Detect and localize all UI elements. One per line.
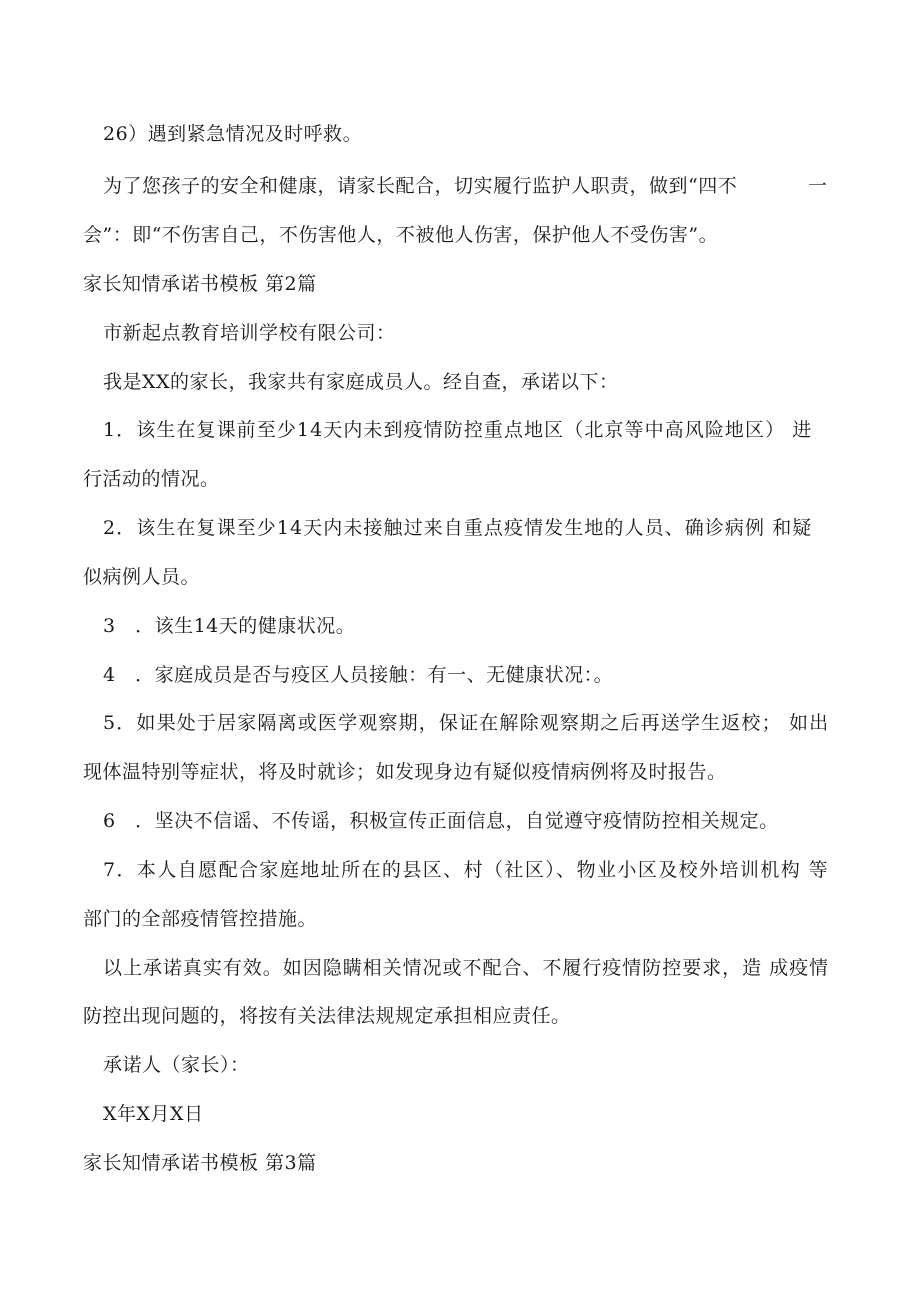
text-line: 26）遇到紧急情况及时呼救。 [103, 123, 363, 145]
text-line: 行活动的情况。 [83, 468, 220, 490]
text-line: 4 ．家庭成员是否与疫区人员接触：有一、无健康状况：。 [103, 664, 614, 686]
text-line: 以上承诺真实有效。如因隐瞒相关情况或不配合、不履行疫情防控要求，造 成疫情 [103, 957, 830, 979]
text-line: 1．该生在复课前至少14天内未到疫情防控重点地区（北京等中高风险地区） 进 [103, 419, 813, 441]
text-line: 2．该生在复课至少14天内未接触过来自重点疫情发生地的人员、确诊病例 和疑 [103, 517, 813, 539]
text-line: 6 ．坚决不信谣、不传谣，积极宣传正面信息，自觉遵守疫情防控相关规定。 [103, 810, 779, 832]
text-line: 部门的全部疫情管控措施。 [83, 908, 318, 930]
text-line: 一 [808, 175, 828, 197]
text-line: 为了您孩子的安全和健康，请家长配合，切实履行监护人职责，做到“四不 [103, 175, 738, 197]
text-line: 现体温特别等症状，将及时就诊；如发现身边有疑似疫情病例将及时报告。 [83, 761, 727, 783]
text-line: 承诺人（家长）： [103, 1054, 250, 1076]
text-line: 会”：即“不伤害自己，不伤害他人，不被他人伤害，保护他人不受伤害”。 [83, 224, 719, 246]
text-line: 7．本人自愿配合家庭地址所在的县区、村（社区）、物业小区及校外培训机构 等 [103, 859, 830, 881]
text-line: 似病例人员。 [83, 566, 201, 588]
text-line: 5．如果处于居家隔离或医学观察期，保证在解除观察期之后再送学生返校； 如出 [103, 712, 830, 734]
text-line: 我是XX的家长，我家共有家庭成员人。经自查，承诺以下： [103, 371, 619, 393]
section-heading: 家长知情承诺书模板 第3篇 [83, 1152, 317, 1174]
text-line: 3 ．该生14天的健康状况。 [103, 615, 356, 637]
text-line: 市新起点教育培训学校有限公司： [103, 322, 396, 344]
date-line: X年X月X日 [103, 1103, 204, 1125]
text-line: 防控出现问题的，将按有关法律法规规定承担相应责任。 [83, 1005, 571, 1027]
section-heading: 家长知情承诺书模板 第2篇 [83, 273, 317, 295]
